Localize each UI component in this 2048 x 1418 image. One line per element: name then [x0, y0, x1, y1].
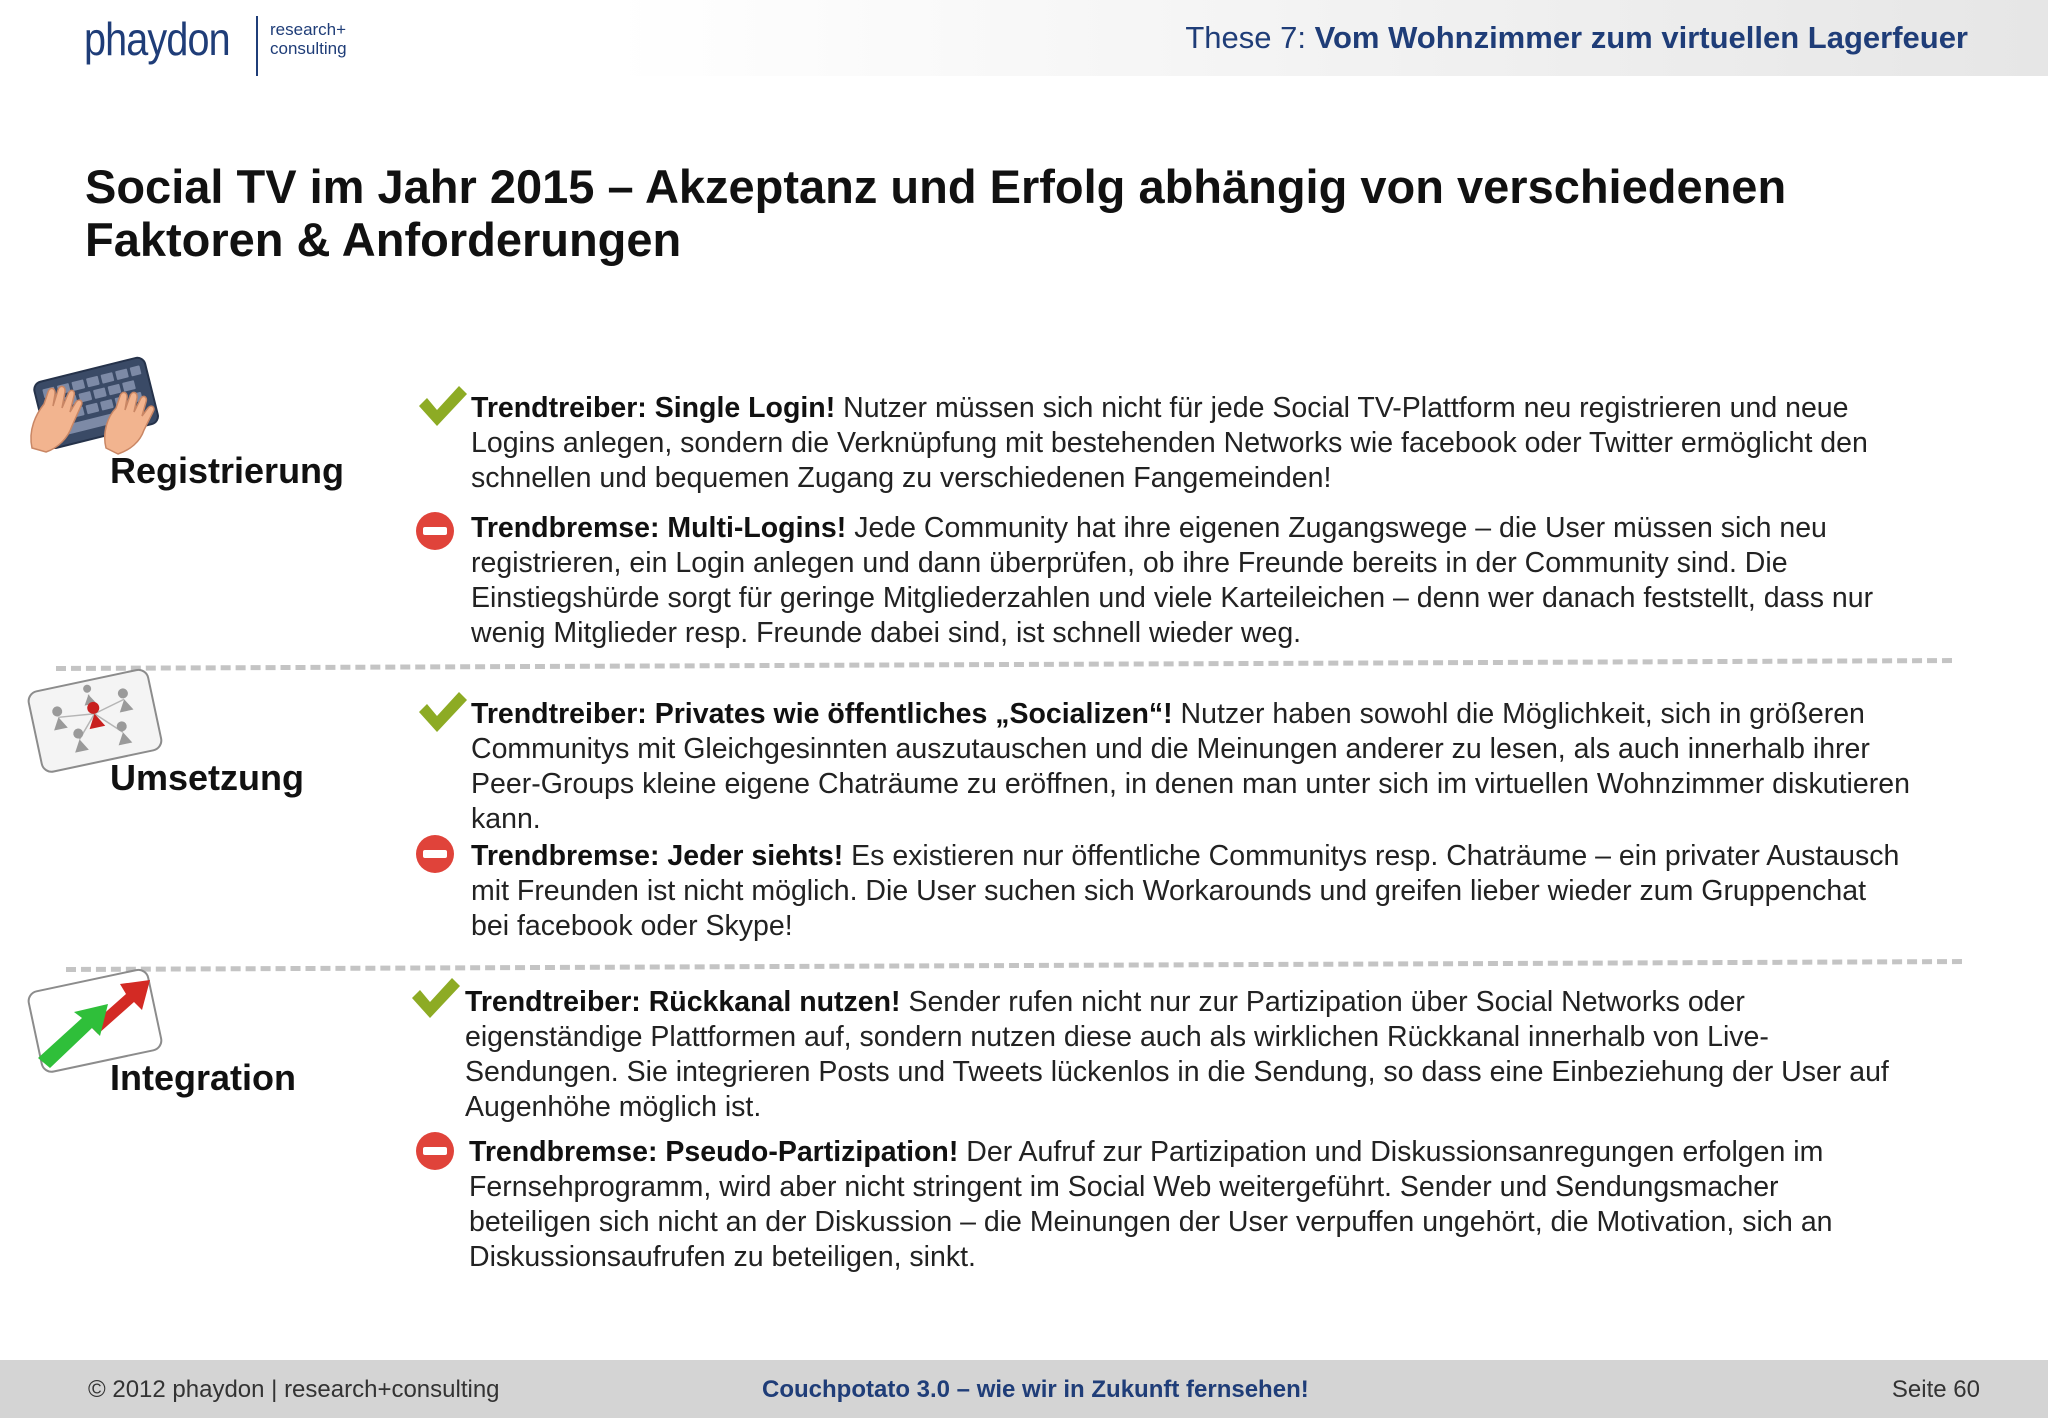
trend-brake-text [469, 1135, 1899, 1275]
footer-bar [0, 1360, 2048, 1418]
minus-circle-icon [414, 1130, 456, 1177]
footer-copyright: © 2012 phaydon | research+consulting [88, 1376, 500, 1403]
section-label-registrierung: Registrierung [110, 450, 345, 491]
trend-brake-body: Der Aufruf zur Partizipation und Diskussionsanregungen erfolgen im Fernsehprogramm, wird aber nicht stringent im Social Web weitergeführt. Sender und Sendungsmacher beteiligen sich nicht an der Diskussion – die Meinungen der User verpuffen ungehört, die Motivation, sich an Diskussionsaufrufen zu beteiligen, sinkt. [469, 1136, 1833, 1273]
section-divider [66, 959, 1962, 972]
trend-driver-lead: Trendtreiber: Single Login! [471, 392, 836, 424]
logo-word: phaydon [84, 13, 230, 65]
logo-tagline [270, 20, 347, 58]
slide-title: Social TV im Jahr 2015 – Akzeptanz und Erfolg abhängig von verschiedenen Faktoren & Anforderungen [85, 160, 1787, 266]
check-icon [417, 384, 469, 433]
trend-brake-body: Es existieren nur öffentliche Communitys resp. Chaträume – ein privater Austausch mit Freunden ist nicht möglich. Die User suchen sich Workarounds und greifen lieber wieder zum Gruppenchat bei facebook oder Skype! [471, 840, 1900, 942]
thesis-prefix: These 7: [1185, 20, 1306, 55]
logo-tagline-2: consulting [270, 39, 347, 58]
check-icon [417, 690, 469, 739]
trend-brake-lead: Trendbremse: Jeder siehts! [471, 840, 844, 872]
trend-driver-body: Nutzer müssen sich nicht für jede Social TV-Plattform neu registrieren und neue Logins anlegen, sondern die Verknüpfung mit bestehenden Networks wie facebook oder Twitter ermöglicht den schnellen und bequemen Zugang zu verschiedenen Fangemeinden! [471, 392, 1868, 494]
trend-brake-text [471, 511, 1901, 651]
section-label-integration: Integration [110, 1057, 296, 1098]
footer-publication-title: Couchpotato 3.0 – wie wir in Zukunft fernsehen! [762, 1376, 1309, 1403]
trend-driver-body: Nutzer haben sowohl die Möglichkeit, sich in größeren Communitys mit Gleichgesinnten auszutauschen und die Meinungen anderer zu lesen, als auch innerhalb ihrer Peer-Groups kleine eigene Chaträume zu eröffnen, in denen man unter sich im virtuellen Wohnzimmer diskutieren kann. [471, 698, 1910, 835]
trend-driver-text [465, 985, 1905, 1125]
check-icon [410, 976, 462, 1025]
section-divider [56, 658, 1952, 671]
trend-brake-text [471, 839, 1901, 944]
logo-divider [256, 16, 258, 76]
header-bar [0, 0, 2048, 76]
trend-driver-body: Sender rufen nicht nur zur Partizipation über Social Networks oder eigenständige Plattformen auf, sondern nutzen diese auch als wirklichen Rückkanal innerhalb von Live-Sendungen. Sie integrieren Posts und Tweets lückenlos in die Sendung, so dass eine Einbeziehung der User auf Augenhöhe möglich ist. [465, 986, 1889, 1123]
trend-brake-lead: Trendbremse: Pseudo-Partizipation! [469, 1136, 959, 1168]
footer-page-number: Seite 60 [1891, 1376, 1980, 1403]
trend-brake-lead: Trendbremse: Multi-Logins! [471, 512, 847, 544]
minus-circle-icon [414, 510, 456, 557]
thesis-title: Vom Wohnzimmer zum virtuellen Lagerfeuer [1314, 20, 1968, 55]
trend-driver-lead: Trendtreiber: Privates wie öffentliches „Socializen“! [471, 698, 1173, 730]
trend-driver-lead: Trendtreiber: Rückkanal nutzen! [465, 986, 901, 1018]
trend-driver-text [471, 697, 1911, 837]
section-label-umsetzung: Umsetzung [110, 757, 305, 798]
logo-tagline-1: research+ [270, 20, 347, 39]
minus-circle-icon [414, 833, 456, 880]
trend-driver-text [471, 391, 1911, 496]
trend-brake-body: Jede Community hat ihre eigenen Zugangswege – die User müssen sich neu registrieren, ein Login anlegen und dann überprüfen, ob ihre Freunde bereits in der Community sind. Die Einstiegshürde sorgt für geringe Mitgliederzahlen und viele Karteileichen – denn wer danach feststellt, dass nur wenig Mitglieder resp. Freunde dabei sind, ist schnell wieder weg. [471, 512, 1874, 649]
thesis-heading [1185, 20, 1968, 56]
